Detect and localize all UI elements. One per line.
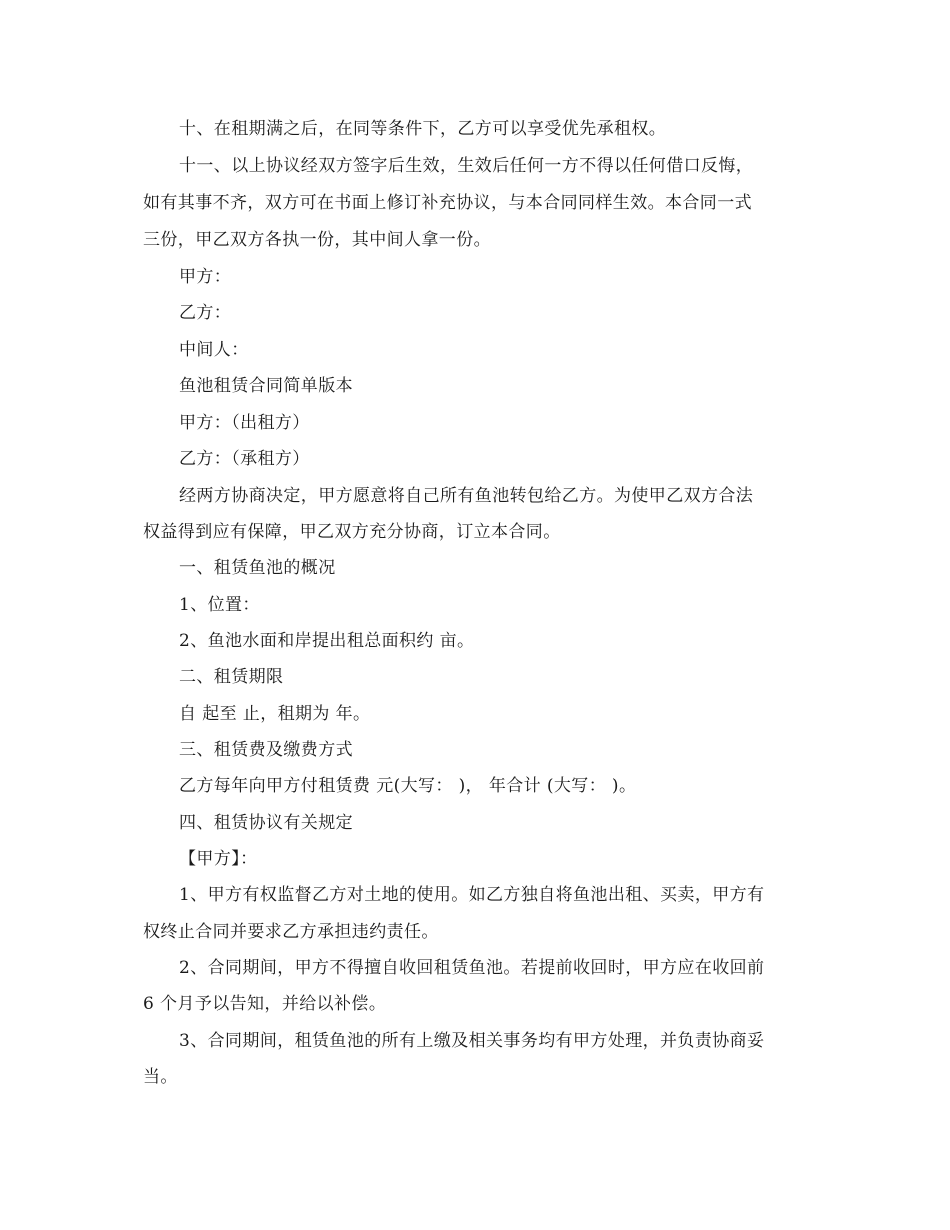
section-1-item-1: 1、位置： — [179, 595, 260, 615]
section-1-item-2: 2、鱼池水面和岸提出租总面积约 亩。 — [179, 631, 475, 651]
party-b-lessee: 乙方：（承租方） — [179, 449, 310, 469]
rule-3-line-2: 当。 — [143, 1067, 178, 1087]
section-1-heading: 一、租赁鱼池的概况 — [179, 558, 336, 578]
party-a-signature-label: 甲方： — [179, 267, 232, 287]
rent-payment: 乙方每年向甲方付租赁费 元(大写： )， 年合计 (大写： )。 — [179, 776, 637, 796]
rule-3-line-1: 3、合同期间，租赁鱼池的所有上缴及相关事务均有甲方处理，并负责协商妥 — [179, 1031, 765, 1051]
section-2-heading: 二、租赁期限 — [179, 667, 284, 687]
rule-2-line-1: 2、合同期间，甲方不得擅自收回租赁鱼池。若提前收回时，甲方应在收回前 — [179, 958, 765, 978]
rule-1-line-1: 1、甲方有权监督乙方对土地的使用。如乙方独自将鱼池出租、买卖，甲方有 — [179, 885, 765, 905]
clause-11-line-2: 如有其事不齐，双方可在书面上修订补充协议，与本合同同样生效。本合同一式 — [143, 193, 752, 213]
clause-11-line-3: 三份，甲乙双方各执一份，其中间人拿一份。 — [143, 230, 491, 250]
rule-2-line-2: 6 个月予以告知，并给以补偿。 — [143, 994, 387, 1014]
preamble-line-2: 权益得到应有保障，甲乙双方充分协商，订立本合同。 — [143, 522, 561, 542]
middleman-signature-label: 中间人： — [179, 340, 249, 360]
party-b-signature-label: 乙方： — [179, 303, 232, 323]
rule-1-line-2: 权终止合同并要求乙方承担违约责任。 — [143, 922, 439, 942]
preamble-line-1: 经两方协商决定，甲方愿意将自己所有鱼池转包给乙方。为使甲乙双方合法 — [179, 486, 754, 506]
section-3-heading: 三、租赁费及缴费方式 — [179, 740, 353, 760]
clause-11-line-1: 十一、以上协议经双方签字后生效，生效后任何一方不得以任何借口反悔， — [179, 156, 754, 176]
clause-10: 十、在租期满之后，在同等条件下，乙方可以享受优先承租权。 — [179, 119, 667, 139]
party-a-lessor: 甲方：（出租方） — [179, 413, 310, 433]
party-a-rules-heading: 【甲方】： — [179, 849, 258, 869]
section-4-heading: 四、租赁协议有关规定 — [179, 813, 353, 833]
contract-title: 鱼池租赁合同简单版本 — [179, 376, 353, 396]
lease-term: 自 起至 止，租期为 年。 — [179, 704, 371, 724]
